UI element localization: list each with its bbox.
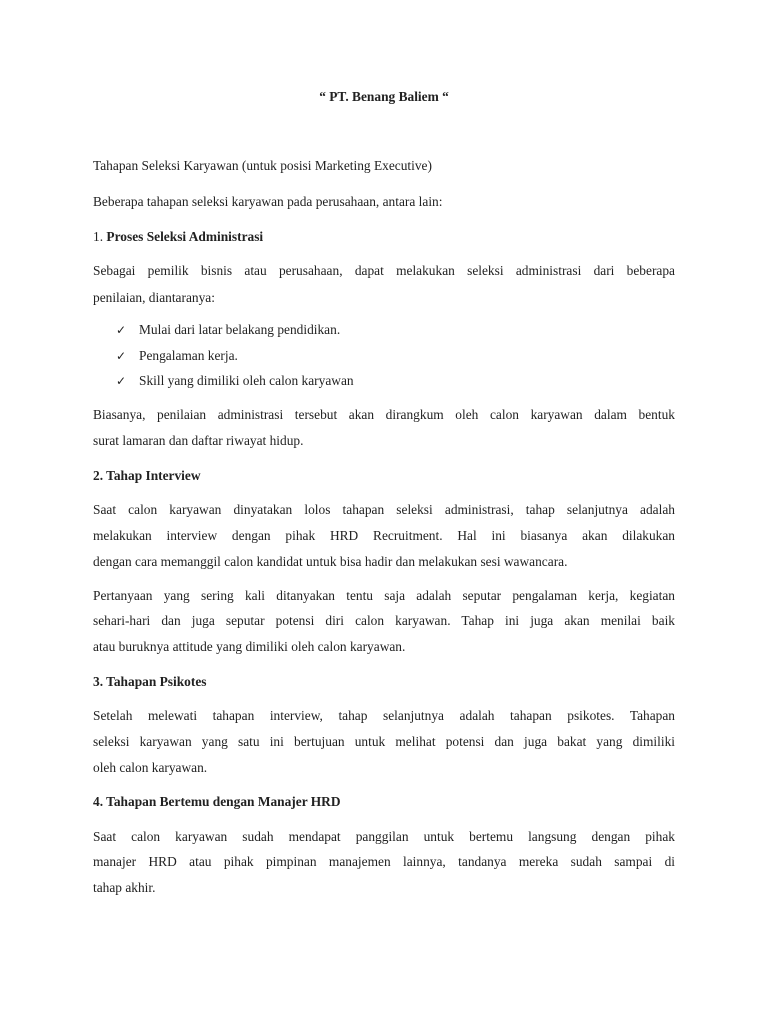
section-2-paragraph-1-line-2: melakukan interview dengan pihak HRD Recruitment. Hal ini biasanya akan dilakukan — [93, 528, 675, 543]
section-2-heading: 2. Tahap Interview — [93, 468, 201, 483]
checkmark-icon: ✓ — [116, 349, 127, 363]
section-2-paragraph-1-line-3: dengan cara memanggil calon kandidat untuk bisa hadir dan melakukan sesi wawancara. — [93, 554, 568, 569]
section-1-number: 1. — [93, 229, 104, 244]
section-2-paragraph-1-line-1: Saat calon karyawan dinyatakan lolos tahapan seleksi administrasi, tahap selanjutnya adalah — [93, 502, 675, 517]
section-1-paragraph-2-line-2: surat lamaran dan daftar riwayat hidup. — [93, 433, 304, 448]
document-subtitle: Tahapan Seleksi Karyawan (untuk posisi Marketing Executive) — [93, 158, 432, 173]
section-2-paragraph-2-line-2: sehari-hari dan juga seputar potensi diri calon karyawan. Tahap ini juga akan menilai baik — [93, 613, 675, 628]
section-3-paragraph-1-line-3: oleh calon karyawan. — [93, 760, 208, 775]
checklist-item: Pengalaman kerja. — [139, 348, 238, 363]
section-4-paragraph-1-line-2: manajer HRD atau pihak pimpinan manajemen lainnya, tandanya mereka sudah sampai di — [93, 854, 675, 869]
section-4-heading: 4. Tahapan Bertemu dengan Manajer HRD — [93, 794, 341, 809]
section-1-title: Proses Seleksi Administrasi — [106, 229, 264, 244]
section-1-paragraph-2-line-1: Biasanya, penilaian administrasi tersebut akan dirangkum oleh calon karyawan dalam bentuk — [93, 407, 675, 422]
intro-text: Beberapa tahapan seleksi karyawan pada perusahaan, antara lain: — [93, 194, 443, 209]
checkmark-icon: ✓ — [116, 323, 127, 337]
checkmark-icon: ✓ — [116, 374, 127, 388]
document-title: “ PT. Benang Baliem “ — [319, 89, 449, 104]
section-4-paragraph-1-line-3: tahap akhir. — [93, 880, 156, 895]
section-4-paragraph-1-line-1: Saat calon karyawan sudah mendapat panggilan untuk bertemu langsung dengan pihak — [93, 829, 675, 844]
section-3-heading: 3. Tahapan Psikotes — [93, 674, 207, 689]
section-1-heading — [93, 224, 263, 250]
checklist-item: Skill yang dimiliki oleh calon karyawan — [139, 373, 354, 388]
section-1-paragraph-1-line-1: Sebagai pemilik bisnis atau perusahaan, dapat melakukan seleksi administrasi dari beberapa — [93, 263, 675, 278]
checklist-item: Mulai dari latar belakang pendidikan. — [139, 322, 341, 337]
section-2-paragraph-2-line-1: Pertanyaan yang sering kali ditanyakan tentu saja adalah seputar pengalaman kerja, kegiatan — [93, 588, 675, 603]
section-1-paragraph-1-line-2: penilaian, diantaranya: — [93, 290, 215, 305]
section-3-paragraph-1-line-2: seleksi karyawan yang satu ini bertujuan untuk melihat potensi dan juga bakat yang dimiliki — [93, 734, 675, 749]
section-3-paragraph-1-line-1: Setelah melewati tahapan interview, tahap selanjutnya adalah tahapan psikotes. Tahapan — [93, 708, 675, 723]
section-2-paragraph-2-line-3: atau buruknya attitude yang dimiliki oleh calon karyawan. — [93, 639, 406, 654]
